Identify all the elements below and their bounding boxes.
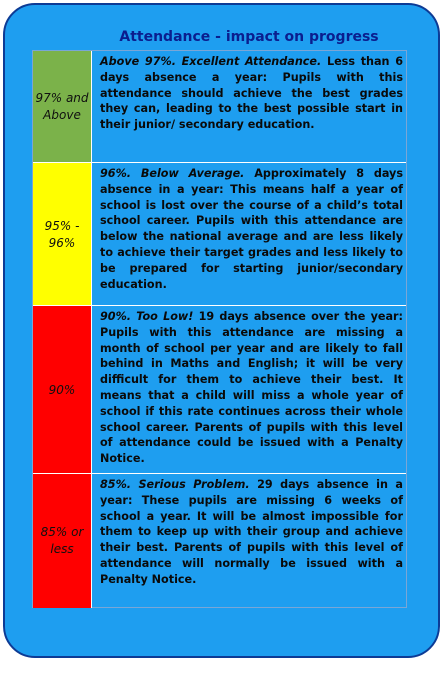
description-lead: 90%. Too Low!	[100, 310, 194, 323]
description-lead: Above 97%. Excellent Attendance.	[100, 55, 322, 68]
description-text: 19 days absence over the year: Pupils with this attendance are missing a month of school per year and are likely to fall behind in Maths and English; it will be very difficult for them to achieve their best. It means that a child will miss a whole year of school if this rate continues across their whole school career. Parents of pupils with this level of attendance could be issued with a Penalty Notice.	[100, 310, 403, 466]
attendance-description	[100, 477, 403, 588]
attendance-description	[100, 54, 403, 133]
table-row-too-low	[33, 305, 406, 474]
attendance-level-label: 90%	[33, 306, 92, 474]
attendance-level-label: 97% and Above	[33, 51, 92, 162]
attendance-level-label: 85% or less	[33, 474, 92, 608]
description-lead: 85%. Serious Problem.	[100, 478, 250, 491]
description-text: Approximately 8 days absence in a year: This means half a year of school is lost over the course of a child’s total school career. Pupils with this attendance are below the national average and are less likely to achieve their target grades and less likely to be prepared for starting junior/secondary education.	[100, 167, 403, 291]
table-row-below-average	[33, 162, 406, 306]
attendance-description	[100, 309, 403, 467]
page-title: Attendance - impact on progress	[119, 29, 379, 45]
description-text: 29 days absence in a year: These pupils are missing 6 weeks of school a year. It will be almost impossible for them to keep up with their group and achieve their best. Parents of pupils with this level of attendance will normally be issued with a Penalty Notice.	[100, 478, 403, 586]
table-row-excellent	[33, 51, 406, 162]
attendance-table	[32, 50, 407, 608]
table-row-serious	[33, 473, 406, 608]
attendance-description	[100, 166, 403, 292]
description-text: Less than 6 days absence a year: Pupils with this attendance should achieve the best grades they can, leading to the best possible start in their junior/ secondary education.	[100, 55, 403, 132]
attendance-level-label: 95% - 96%	[33, 163, 92, 306]
description-lead: 96%. Below Average.	[100, 167, 245, 180]
